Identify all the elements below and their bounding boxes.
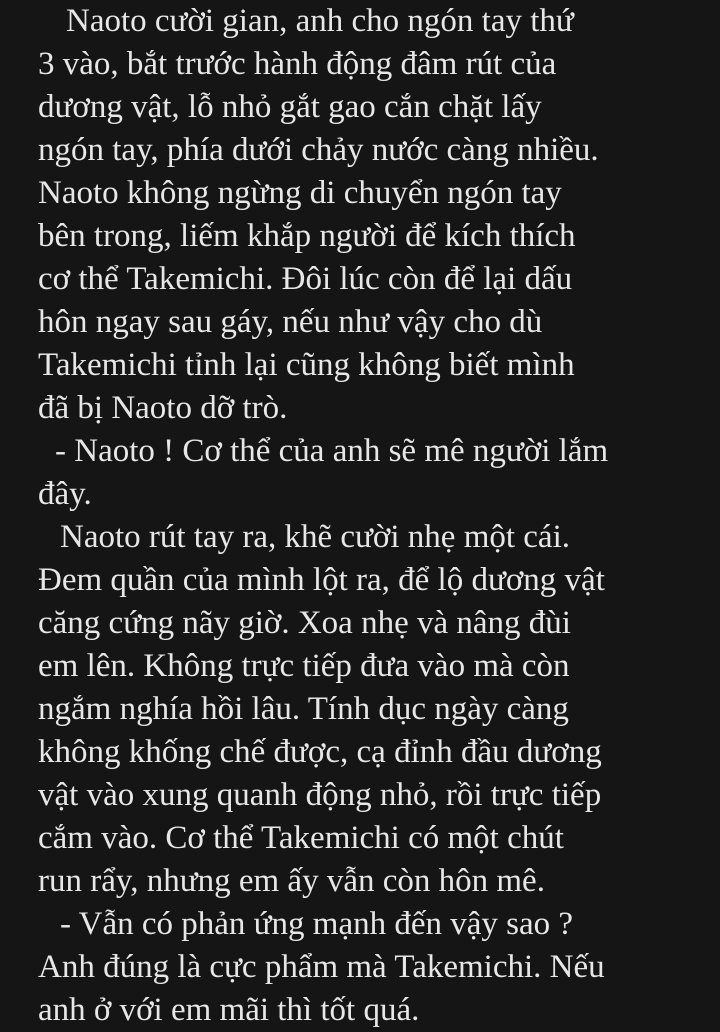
text-line: Takemichi tỉnh lại cũng không biết mình (38, 347, 575, 383)
text-line: ngắm nghía hồi lâu. Tính dục ngày càng (38, 691, 569, 727)
text-line: 3 vào, bắt trước hành động đâm rút của (38, 46, 557, 82)
paragraph (38, 0, 690, 430)
text-line: run rẩy, nhưng em ấy vẫn còn hôn mê. (38, 863, 545, 899)
text-line: đã bị Naoto dỡ trò. (38, 390, 288, 426)
text-line: dương vật, lỗ nhỏ gắt gao cắn chặt lấy (38, 89, 542, 125)
text-line: cắm vào. Cơ thể Takemichi có một chút (38, 820, 564, 856)
text-line: - Vẫn có phản ứng mạnh đến vậy sao ? (60, 906, 574, 942)
text-line: anh ở với em mãi thì tốt quá. (38, 992, 420, 1028)
text-line: Naoto không ngừng di chuyển ngón tay (38, 175, 562, 211)
text-line: Naoto rút tay ra, khẽ cười nhẹ một cái. (60, 519, 571, 555)
text-line: em lên. Không trực tiếp đưa vào mà còn (38, 648, 570, 684)
text-line: ngón tay, phía dưới chảy nước càng nhiều. (38, 132, 599, 168)
text-line: - Naoto ! Cơ thể của anh sẽ mê người lắm (55, 433, 609, 469)
paragraph (38, 516, 690, 903)
text-line: vật vào xung quanh động nhỏ, rồi trực tiếp (38, 777, 602, 813)
paragraph (38, 903, 690, 1032)
text-line: hôn ngay sau gáy, nếu như vậy cho dù (38, 304, 543, 340)
text-line: không khống chế được, cạ đỉnh đầu dương (38, 734, 602, 770)
text-line: Anh đúng là cực phẩm mà Takemichi. Nếu (38, 949, 605, 985)
text-line: Naoto cười gian, anh cho ngón tay thứ (66, 3, 574, 39)
text-line: Đem quần của mình lột ra, để lộ dương vật (38, 562, 605, 598)
text-line: đây. (38, 476, 92, 512)
text-line: bên trong, liếm khắp người để kích thích (38, 218, 576, 254)
text-line: cơ thể Takemichi. Đôi lúc còn để lại dấu (38, 261, 573, 297)
text-line: căng cứng nãy giờ. Xoa nhẹ và nâng đùi (38, 605, 571, 641)
paragraph (38, 430, 690, 516)
